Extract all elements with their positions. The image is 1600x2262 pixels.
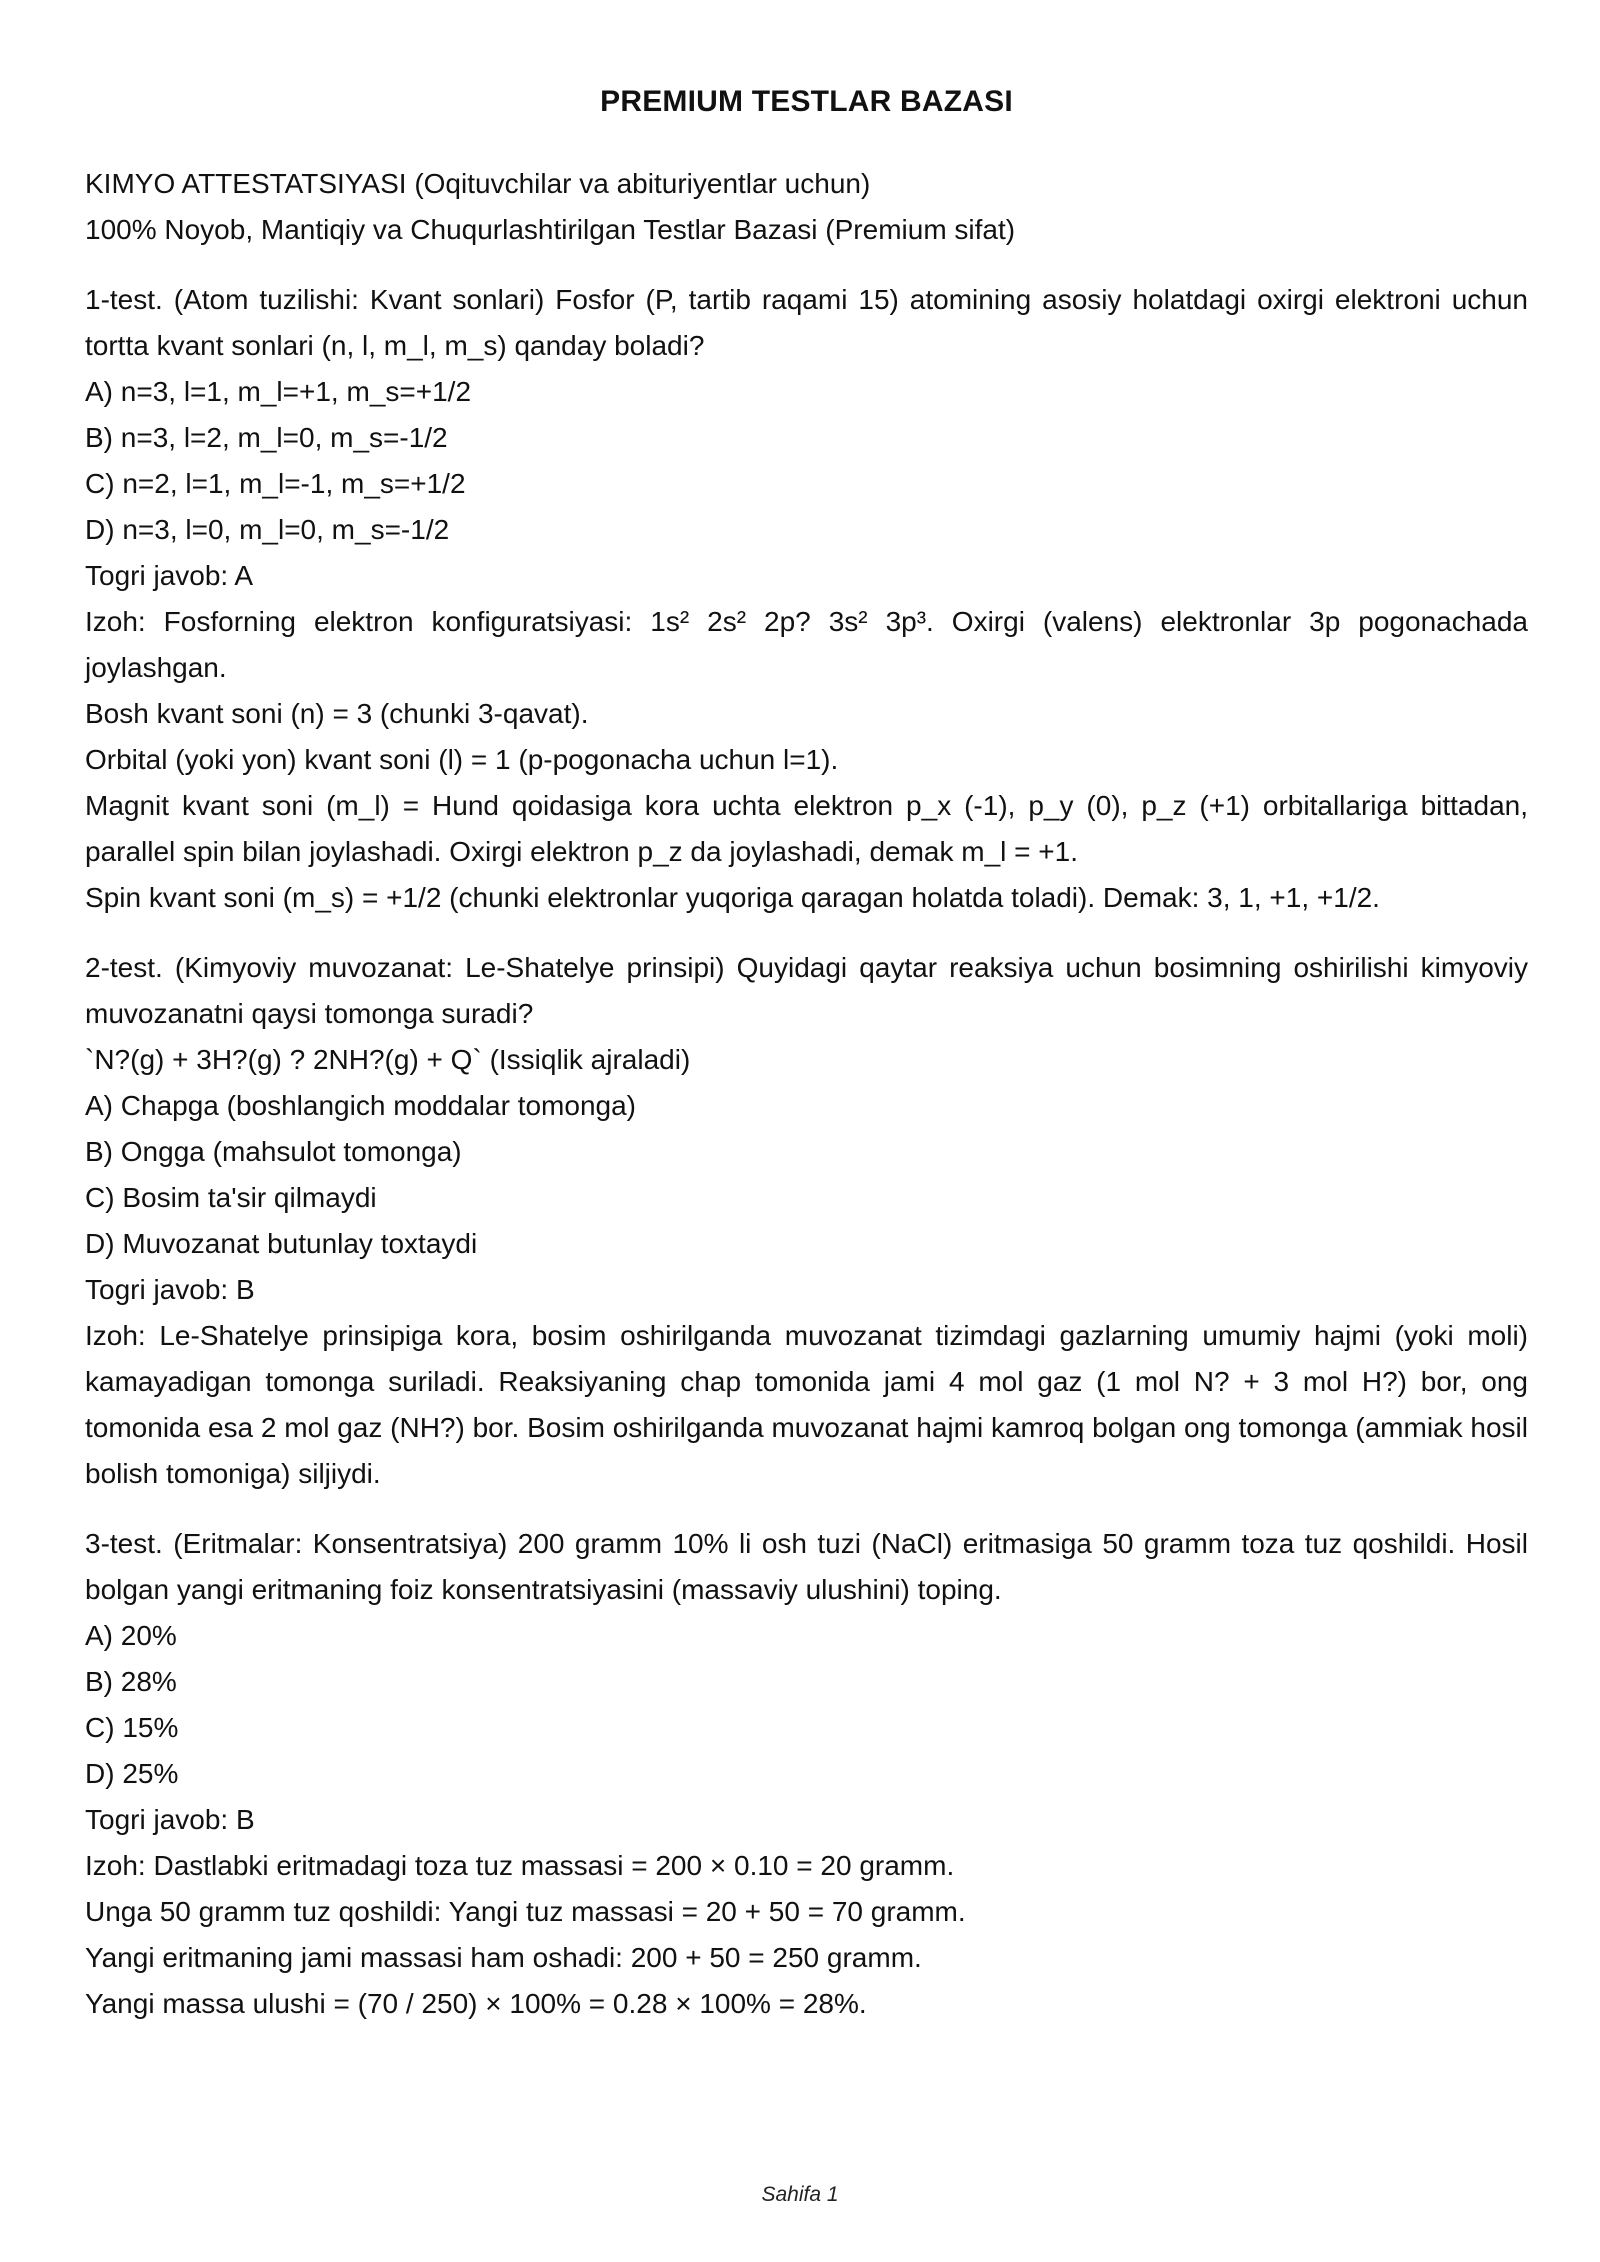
option-b: B) Ongga (mahsulot tomonga) — [85, 1136, 462, 1167]
explanation-line: Yangi massa ulushi = (70 / 250) × 100% = 0.28 × 100% = 28%. — [85, 1988, 867, 2019]
option-d: D) 25% — [85, 1758, 179, 1789]
question-text: 1-test. (Atom tuzilishi: Kvant sonlari) Fosfor (P, tartib raqami 15) atomining asosiy holatdagi oxirgi elektroni uchun tortta kvant sonlari (n, l, m_l, m_s) qanday boladi? — [85, 284, 1528, 361]
option-c: C) 15% — [85, 1712, 179, 1743]
option-a: A) Chapga (boshlangich moddalar tomonga) — [85, 1090, 636, 1121]
document-title: PREMIUM TESTLAR BAZASI — [600, 85, 1013, 118]
test-1 — [85, 277, 1528, 921]
explanation-line: Yangi eritmaning jami massasi ham oshadi: 200 + 50 = 250 gramm. — [85, 1942, 922, 1973]
reaction-formula: `N?(g) + 3H?(g) ? 2NH?(g) + Q` (Issiqlik ajraladi) — [85, 1044, 691, 1075]
option-c: C) n=2, l=1, m_l=-1, m_s=+1/2 — [85, 468, 466, 499]
test-3 — [85, 1521, 1528, 2027]
explanation-line: Izoh: Le-Shatelye prinsipiga kora, bosim oshirilganda muvozanat tizimdagi gazlarning umumiy hajmi (yoki moli) kamayadigan tomonga suriladi. Reaksiyaning chap tomonida jami 4 mol gaz (1 mol N? + 3 mol H?) bor, ong tomonida esa 2 mol gaz (NH?) bor. Bosim oshirilganda muvozanat hajmi kamroq bolgan ong tomonga (ammiak hosil bolish tomoniga) siljiydi. — [85, 1320, 1528, 1489]
subtitle: 100% Noyob, Mantiqiy va Chuqurlashtirilgan Testlar Bazasi (Premium sifat) — [85, 214, 1016, 245]
correct-answer: Togri javob: B — [85, 1274, 255, 1305]
question-text: 3-test. (Eritmalar: Konsentratsiya) 200 gramm 10% li osh tuzi (NaCl) eritmasiga 50 gramm toza tuz qoshildi. Hosil bolgan yangi eritmaning foiz konsentratsiyasini (massaviy ulushini) toping. — [85, 1528, 1528, 1605]
test-2 — [85, 945, 1528, 1497]
explanation-line: Spin kvant soni (m_s) = +1/2 (chunki elektronlar yuqoriga qaragan holatda toladi). Demak: 3, 1, +1, +1/2. — [85, 882, 1380, 913]
question-text: 2-test. (Kimyoviy muvozanat: Le-Shatelye prinsipi) Quyidagi qaytar reaksiya uchun bosimning oshirilishi kimyoviy muvozanatni qaysi tomonga suradi? — [85, 952, 1528, 1029]
option-d: D) Muvozanat butunlay toxtaydi — [85, 1228, 478, 1259]
explanation-line: Bosh kvant soni (n) = 3 (chunki 3-qavat). — [85, 698, 589, 729]
subject-heading: KIMYO ATTESTATSIYASI (Oqituvchilar va abituriyentlar uchun) — [85, 168, 871, 199]
explanation-line: Unga 50 gramm tuz qoshildi: Yangi tuz massasi = 20 + 50 = 70 gramm. — [85, 1896, 966, 1927]
page-number: Sahifa 1 — [761, 2183, 839, 2206]
explanation-line: Izoh: Dastlabki eritmadagi toza tuz massasi = 200 × 0.10 = 20 gramm. — [85, 1850, 955, 1881]
explanation-line: Orbital (yoki yon) kvant soni (l) = 1 (p-pogonacha uchun l=1). — [85, 744, 839, 775]
correct-answer: Togri javob: A — [85, 560, 254, 591]
option-d: D) n=3, l=0, m_l=0, m_s=-1/2 — [85, 514, 450, 545]
option-a: A) 20% — [85, 1620, 177, 1651]
option-b: B) 28% — [85, 1666, 177, 1697]
option-c: C) Bosim ta'sir qilmaydi — [85, 1182, 377, 1213]
option-b: B) n=3, l=2, m_l=0, m_s=-1/2 — [85, 422, 448, 453]
explanation-line: Izoh: Fosforning elektron konfiguratsiyasi: 1s² 2s² 2p? 3s² 3p³. Oxirgi (valens) elektronlar 3p pogonachada joylashgan. — [85, 606, 1528, 683]
document-page — [85, 85, 1528, 2051]
correct-answer: Togri javob: B — [85, 1804, 255, 1835]
intro-block — [85, 161, 1528, 253]
option-a: A) n=3, l=1, m_l=+1, m_s=+1/2 — [85, 376, 472, 407]
explanation-line: Magnit kvant soni (m_l) = Hund qoidasiga kora uchta elektron p_x (-1), p_y (0), p_z (+1) orbitallariga bittadan, parallel spin bilan joylashadi. Oxirgi elektron p_z da joylashadi, demak m_l = +1. — [85, 790, 1528, 867]
